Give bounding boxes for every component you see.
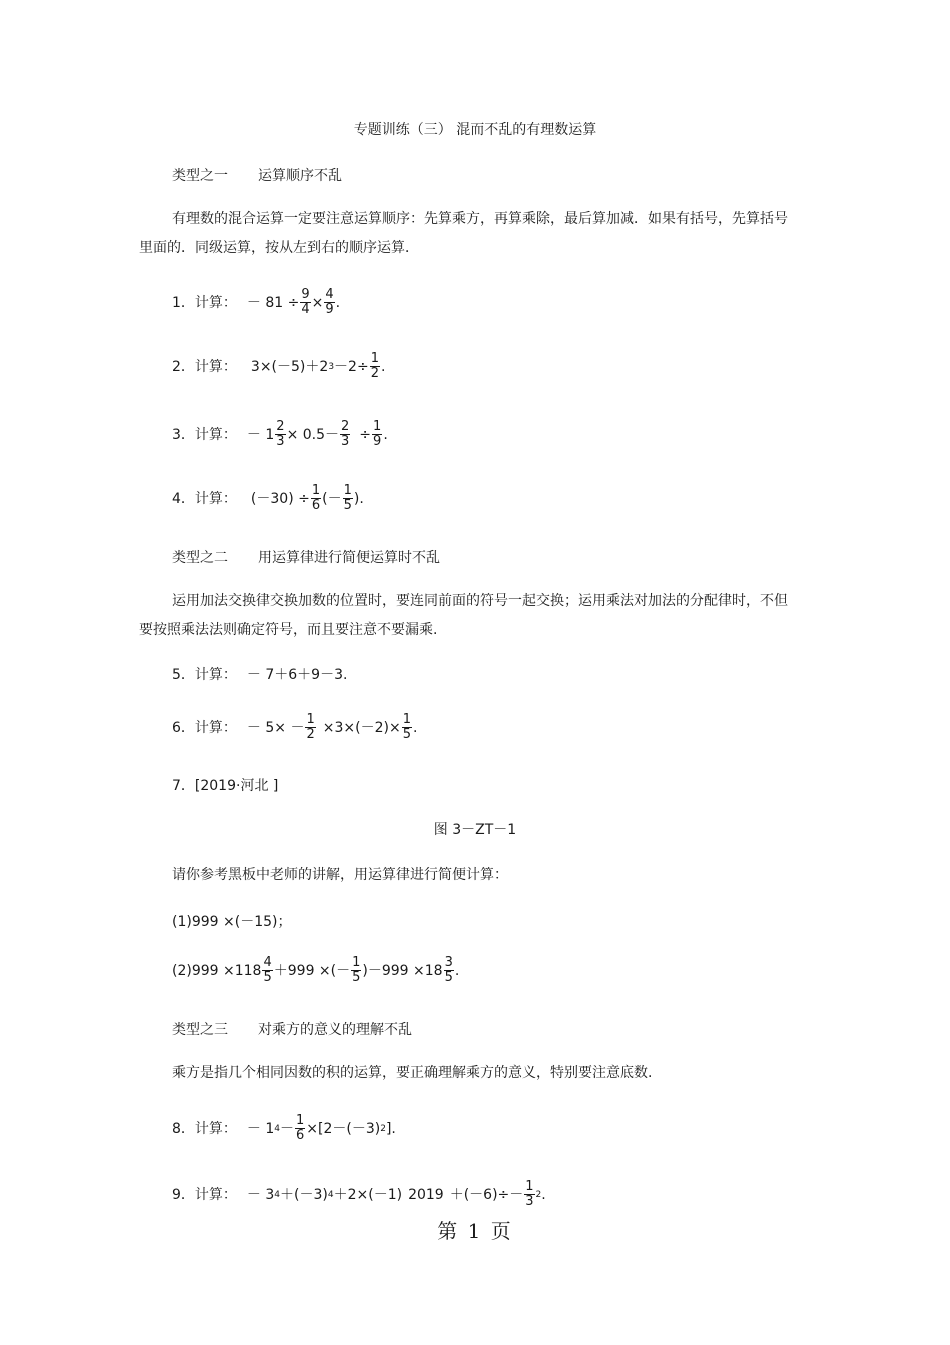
expr-part: － 1 bbox=[246, 1120, 275, 1137]
section-number: 类型之二 bbox=[172, 550, 228, 566]
problem-label: 5．计算： bbox=[172, 667, 237, 683]
fraction: $\frac{2}{3}$ bbox=[341, 419, 350, 449]
expr-part: ]. bbox=[385, 1120, 396, 1137]
page-number: 第 1 页 bbox=[437, 1219, 513, 1243]
section-title: 用运算律进行简便运算时不乱 bbox=[258, 550, 440, 566]
fraction: $\frac{1}{5}$ bbox=[402, 712, 411, 742]
expr-part: ＋999 ×(－ bbox=[273, 962, 351, 979]
fraction: $\frac{4}{9}$ bbox=[325, 287, 334, 317]
problem-8 bbox=[172, 1114, 396, 1154]
expr-part: . bbox=[454, 962, 460, 979]
expr-part: 3×(－5)＋2 bbox=[250, 358, 329, 375]
expr-part: ×3×(－2)× bbox=[322, 719, 401, 736]
expr-part: (－30) ÷ bbox=[250, 490, 310, 507]
expr-part: . bbox=[380, 358, 386, 375]
problem-1 bbox=[172, 288, 340, 328]
fraction: $\frac{1}{6}$ bbox=[296, 1113, 305, 1143]
problem-6 bbox=[172, 713, 417, 753]
section-title: 对乘方的意义的理解不乱 bbox=[258, 1022, 412, 1038]
expr-part: － 81 ÷ bbox=[246, 294, 300, 311]
expr-part: . bbox=[412, 719, 418, 736]
section-heading-2 bbox=[172, 548, 440, 568]
expr-part: － 5× － bbox=[246, 719, 305, 736]
exponent: 4 bbox=[274, 1123, 281, 1134]
problem-2 bbox=[172, 352, 385, 392]
expr-part: . bbox=[335, 294, 341, 311]
problem-label: 8．计算： bbox=[172, 1120, 237, 1137]
fraction: $\frac{1}{5}$ bbox=[352, 955, 361, 985]
section-heading-1 bbox=[172, 166, 342, 186]
problem-3 bbox=[172, 420, 388, 460]
problem-4 bbox=[172, 484, 364, 524]
sub-problem-1: (1)999 ×(－15)； bbox=[172, 914, 292, 930]
problem-label: 4．计算： bbox=[172, 490, 237, 507]
fraction: $\frac{1}{3}$ bbox=[525, 1179, 534, 1209]
exponent: 2 bbox=[535, 1189, 542, 1200]
section-description-2: 运用加法交换律交换加数的位置时，要连同前面的符号一起交换；运用乘法对加法的分配律时，不但要按照乘法法则确定符号，而且要注意不要漏乘. bbox=[139, 593, 788, 638]
section-heading-3 bbox=[172, 1020, 412, 1040]
expr-part: － bbox=[280, 1120, 295, 1137]
expr-part: ＋(－6)÷－ bbox=[449, 1186, 524, 1203]
expr-part: )－999 ×18 bbox=[362, 962, 443, 979]
fraction: $\frac{2}{3}$ bbox=[276, 419, 285, 449]
fraction: $\frac{9}{4}$ bbox=[301, 287, 310, 317]
expr-part: . bbox=[541, 1186, 546, 1203]
expr-part: ×[2－(－3) bbox=[306, 1120, 381, 1137]
expr-part: (－ bbox=[322, 490, 342, 507]
expr-part: × 0.5－ bbox=[286, 426, 340, 443]
expr-part: － 7＋6＋9－3. bbox=[246, 667, 348, 683]
fraction: $\frac{4}{5}$ bbox=[263, 955, 272, 985]
expr-part: － 1 bbox=[246, 426, 275, 443]
section-number: 类型之三 bbox=[172, 1022, 228, 1038]
fraction: $\frac{1}{5}$ bbox=[343, 483, 352, 513]
exponent: 4 bbox=[327, 1189, 334, 1200]
section-description-1: 有理数的混合运算一定要注意运算顺序：先算乘方，再算乘除，最后算加减．如果有括号，先算括号里面的．同级运算，按从左到右的顺序运算． bbox=[139, 211, 788, 256]
fraction: $\frac{1}{6}$ bbox=[311, 483, 321, 513]
problem-5 bbox=[172, 665, 347, 685]
problem-9 bbox=[172, 1180, 546, 1220]
figure-caption: 图 3－ZT－1 bbox=[433, 822, 517, 838]
expr-part: －2÷ bbox=[334, 358, 369, 375]
exponent: 4 bbox=[274, 1189, 281, 1200]
instruction-text: 请你参考黑板中老师的讲解，用运算律进行简便计算： bbox=[172, 867, 508, 883]
section-number: 类型之一 bbox=[172, 168, 228, 184]
problem-label: 1．计算： bbox=[172, 294, 237, 311]
expr-part: × bbox=[311, 294, 324, 311]
expr-part: ÷ bbox=[359, 426, 372, 443]
problem-label: 2．计算： bbox=[172, 358, 237, 375]
exponent: 3 bbox=[328, 361, 335, 372]
expr-part: － 3 bbox=[246, 1186, 275, 1203]
expr-part: ＋2×(－1) bbox=[333, 1186, 403, 1203]
section-description-3: 乘方是指几个相同因数的积的运算，要正确理解乘方的意义，特别要注意底数. bbox=[172, 1065, 653, 1081]
problem-label: 9．计算： bbox=[172, 1186, 237, 1203]
expr-part: 2019 bbox=[408, 1186, 444, 1203]
problem-label: 6．计算： bbox=[172, 719, 237, 736]
sub-problem-2 bbox=[172, 956, 459, 996]
expr-part: ＋(－3) bbox=[280, 1186, 328, 1203]
problem-7: 7．[2019·河北 ] bbox=[172, 778, 279, 794]
expr-part: ). bbox=[353, 490, 364, 507]
fraction: $\frac{1}{2}$ bbox=[306, 712, 315, 742]
fraction: $\frac{1}{2}$ bbox=[370, 351, 379, 381]
section-title: 运算顺序不乱 bbox=[258, 168, 342, 184]
expr-part: (2)999 ×118 bbox=[172, 962, 262, 979]
exponent: 2 bbox=[380, 1123, 386, 1134]
expr-part: . bbox=[383, 426, 388, 443]
problem-label: 3．计算： bbox=[172, 426, 237, 443]
page-title: 专题训练（三） 混而不乱的有理数运算 bbox=[353, 122, 597, 138]
fraction: $\frac{1}{9}$ bbox=[373, 419, 382, 449]
fraction: $\frac{3}{5}$ bbox=[444, 955, 453, 985]
